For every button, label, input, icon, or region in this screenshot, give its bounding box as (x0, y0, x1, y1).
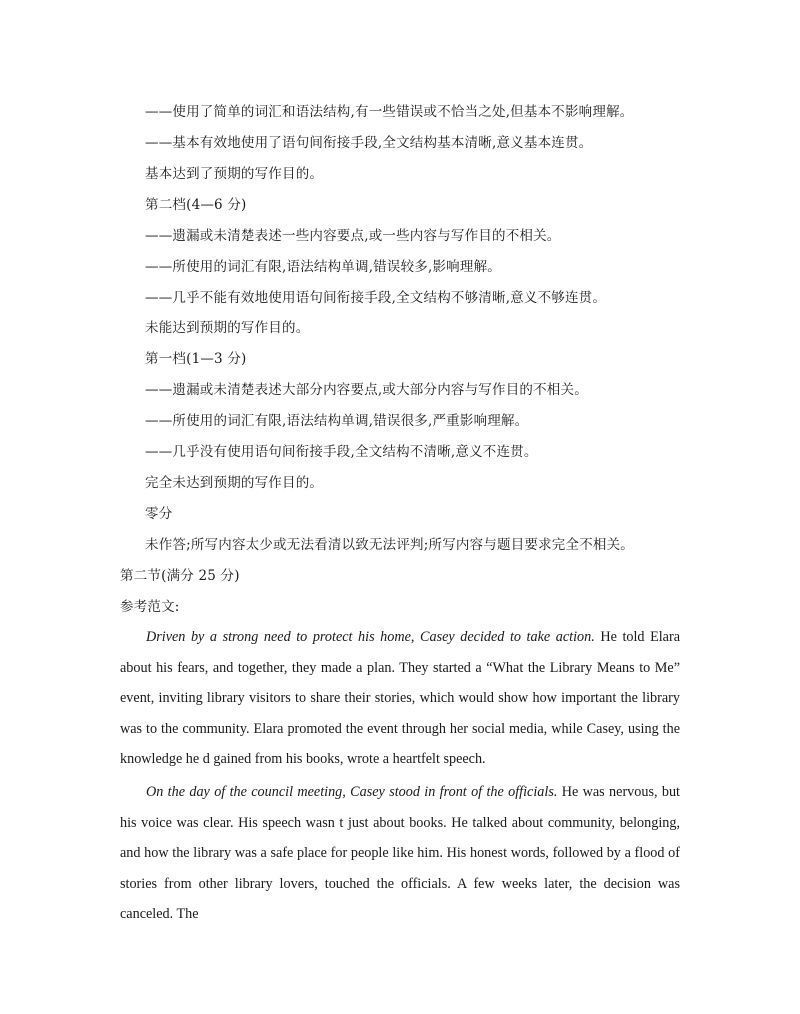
rubric-line: 基本达到了预期的写作目的。 (145, 166, 324, 182)
rubric-line: ——使用了简单的词汇和语法结构,有一些错误或不恰当之处,但基本不影响理解。 (145, 104, 634, 120)
rubric-line: ——所使用的词汇有限,语法结构单调,错误很多,严重影响理解。 (145, 413, 529, 429)
rubric-line: 完全未达到预期的写作目的。 (145, 475, 324, 491)
sample-label: 参考范文: (120, 599, 180, 615)
rubric-line: ——遗漏或未清楚表述大部分内容要点,或大部分内容与写作目的不相关。 (145, 382, 588, 398)
rubric-line: ——几乎不能有效地使用语句间衔接手段,全文结构不够清晰,意义不够连贯。 (145, 290, 607, 306)
essay-p2-lead: On the day of the council meeting, Casey stood in front of the officials. (146, 784, 558, 800)
essay-p2-body: He was nervous, but his voice was clear. His speech wasn t just about books. He talked about community, belonging, and how the library was a safe place for people like him. His honest words, followed by a flood of stories from other library lovers, touched the officials. A few weeks later, the decision was canceled. The (120, 784, 680, 922)
rubric-grade-heading: 第一档(1—3 分) (145, 351, 247, 367)
rubric-line: ——所使用的词汇有限,语法结构单调,错误较多,影响理解。 (145, 259, 501, 275)
rubric-grade-heading: 第二档(4—6 分) (145, 197, 247, 213)
essay-p1-lead: Driven by a strong need to protect his home, Casey decided to take action. (146, 629, 595, 645)
rubric-line: ——基本有效地使用了语句间衔接手段,全文结构基本清晰,意义基本连贯。 (145, 135, 593, 151)
essay-paragraph-2 (120, 777, 680, 930)
rubric-line: ——几乎没有使用语句间衔接手段,全文结构不清晰,意义不连贯。 (145, 444, 538, 460)
rubric-line: ——遗漏或未清楚表述一些内容要点,或一些内容与写作目的不相关。 (145, 228, 561, 244)
section-heading: 第二节(满分 25 分) (120, 568, 240, 584)
rubric-line: 未作答;所写内容太少或无法看清以致无法评判;所写内容与题目要求完全不相关。 (145, 537, 634, 553)
rubric-line: 未能达到预期的写作目的。 (145, 320, 310, 336)
essay-paragraph-1 (120, 622, 680, 775)
rubric-grade-heading: 零分 (145, 506, 173, 522)
essay-p1-body: He told Elara about his fears, and together, they made a plan. They started a “What the Library Means to Me” event, inviting library visitors to share their stories, which would show how important the library was to the community. Elara promoted the event through her social media, while Casey, using the knowledge he d gained from his books, wrote a heartfelt speech. (120, 629, 681, 767)
